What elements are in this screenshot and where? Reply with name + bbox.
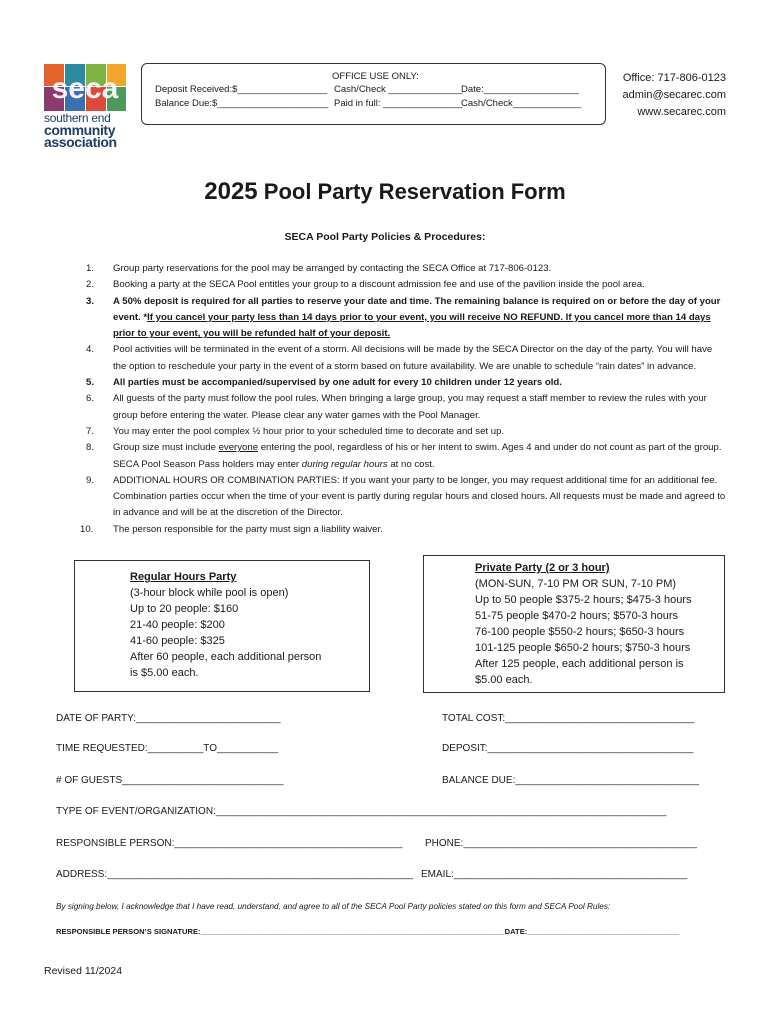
page-title [0,178,770,206]
policy-number: 1. [86,263,95,274]
logo-line-1: southern end [44,111,111,125]
policy-text: entering the pool, regardless of his or her intent to swim. Ages 4 and under do not count as part of the group. SECA Pool Season Pass holders may enter [113,442,722,470]
policy-text: Group party reservations for the pool may be arranged by contacting the SECA Office at 717-806-0123. [113,263,552,274]
policy-text: All guests of the party must follow the pool rules. When bringing a large group, you may request a staff member to review the rules with your group before entering the water. Please clear any water games with the Pool Manager. [113,393,707,421]
policies-heading: SECA Pool Party Policies & Procedures: [284,231,486,243]
refund-policy-text: If you cancel your party less than 14 days prior to your event, you will receive NO REFUND. If you cancel more than 14 days prior to your event, you will be refunded half of your deposit. [113,311,711,340]
policy-item [80,522,726,538]
private-party-line: $5.00 each. [475,674,533,686]
seca-logo [44,64,126,160]
regular-hours-box [74,560,370,692]
policy-text-underlined: everyone [218,442,259,454]
office-title: OFFICE USE ONLY: [332,71,419,82]
private-party-line: 101-125 people $650-2 hours; $750-3 hours [475,642,691,654]
time-requested-field[interactable]: TIME REQUESTED:__________TO___________ [56,743,279,754]
logo-line-2: community [44,122,116,138]
policy-number: 3. [86,295,95,307]
email-field[interactable]: EMAIL:__________________________________________ [421,869,688,880]
balance-due-field[interactable]: BALANCE DUE:_________________________________ [442,775,699,786]
regular-hours-heading: Regular Hours Party [130,571,237,583]
policy-item [86,342,726,375]
policy-number: 7. [86,425,95,437]
regular-hours-line: is $5.00 each. [130,667,199,679]
total-cost-field[interactable]: TOTAL COST:__________________________________ [442,713,695,724]
deposit-received-field[interactable]: Deposit Received:$_________________ [155,84,328,95]
policy-item [86,424,726,440]
deposit-field[interactable]: DEPOSIT:_____________________________________ [442,743,694,754]
office-phone: Office: 717-806-0123 [622,72,726,84]
policy-text: You may enter the pool complex ½ hour prior to your scheduled time to decorate and set up. [113,425,505,437]
policy-item [86,375,726,391]
policy-number: 8. [86,442,95,454]
svg-text:seca: seca [51,72,119,105]
contact-info [623,70,726,121]
event-type-field[interactable]: TYPE OF EVENT/ORGANIZATION:_________________________________________________________________________________ [56,806,667,817]
private-party-line: Up to 50 people $375-2 hours; $475-3 hours [475,594,692,606]
policy-item [86,294,726,343]
policy-text: The person responsible for the party must sign a liability waiver. [113,523,383,535]
policy-text: Group size must include [113,442,219,454]
private-party-line: After 125 people, each additional person is [475,658,684,670]
regular-hours-line: Up to 20 people: $160 [130,603,239,615]
private-party-heading: Private Party (2 or 3 hour) [475,562,610,574]
policies-list [80,261,726,538]
agreement-statement: By signing below, I acknowledge that I have read, understand, and agree to all of the SECA Pool Party policies stated on this form and SECA Pool Rules: [56,902,611,911]
signature-line[interactable]: RESPONSIBLE PERSON’S SIGNATURE:________________________________________________________________________DATE:____________________________________ [56,927,680,936]
address-field[interactable]: ADDRESS:_______________________________________________________ [56,869,414,880]
policy-text-italic: during regular hours [301,458,388,470]
title-year: 2025 [204,178,258,205]
private-party-line: (MON-SUN, 7-10 PM OR SUN, 7-10 PM) [475,578,677,590]
policy-item [86,391,726,424]
office-date-field[interactable]: Date:__________________ [461,84,579,95]
seca-logo-mark [44,64,126,112]
policy-number: 10. [80,523,94,535]
policy-number: 6. [86,393,95,405]
policy-item [86,440,726,473]
policy-text: at no cost. [387,458,435,470]
number-of-guests-field[interactable]: # OF GUESTS_____________________________ [56,775,284,786]
private-party-box [423,555,725,693]
office-use-box [141,63,606,125]
paid-in-full-field[interactable]: Paid in full: _______________ [334,98,463,109]
policy-text: ADDITIONAL HOURS OR COMBINATION PARTIES: If you want your party to be longer, you may request additional time for an additional fee. Combination parties occur when the time of your event is partly during regular hours and closed hours. All requests must be made and agreed to in advance and will be at the discretion of the Director. [113,474,726,519]
regular-hours-line: After 60 people, each additional person [130,651,322,663]
regular-hours-line: 21-40 people: $200 [130,619,225,631]
private-party-line: 76-100 people $550-2 hours; $650-3 hours [475,626,685,638]
contact-email: admin@secarec.com [622,89,726,101]
policy-item [86,473,726,522]
regular-hours-line: (3-hour block while pool is open) [130,587,289,599]
policy-text: All parties must be accompanied/supervised by one adult for every 10 children under 12 years old. [113,377,562,389]
logo-line-3: association [44,134,117,150]
private-party-line: 51-75 people $470-2 hours; $570-3 hours [475,610,679,622]
cash-check-field-2[interactable]: Cash/Check_____________ [461,98,582,109]
phone-field[interactable]: PHONE:__________________________________________ [425,838,697,849]
regular-hours-line: 41-60 people: $325 [130,635,225,647]
policy-number: 2. [86,279,95,291]
date-of-party-field[interactable]: DATE OF PARTY:__________________________ [56,713,281,724]
policy-text: Booking a party at the SECA Pool entitles your group to a discount admission fee and use of the pavilion inside the pool area. [113,279,645,291]
balance-due-office-field[interactable]: Balance Due:$_____________________ [155,98,329,109]
revision-date: Revised 11/2024 [44,965,123,977]
policy-item [86,277,726,293]
title-text: Pool Party Reservation Form [263,179,566,204]
policy-item [86,261,726,277]
policy-number: 5. [86,377,95,389]
policy-text: Pool activities will be terminated in the event of a storm. All decisions will be made by the SECA Director on the day of the party. You will have the option to reschedule your party in the event of a storm based on future availability. We are unable to schedule “rain dates” in advance. [113,344,713,372]
contact-website: www.secarec.com [637,106,726,118]
responsible-person-field[interactable]: RESPONSIBLE PERSON:_________________________________________ [56,838,403,849]
policy-number: 9. [86,474,95,486]
policy-text: A 50% deposit is required for all parties to reserve your date and time. The remaining balance is required on or before the day of your event. * [113,295,721,323]
policy-number: 4. [86,344,95,356]
cash-check-field-1[interactable]: Cash/Check ______________ [334,84,463,95]
